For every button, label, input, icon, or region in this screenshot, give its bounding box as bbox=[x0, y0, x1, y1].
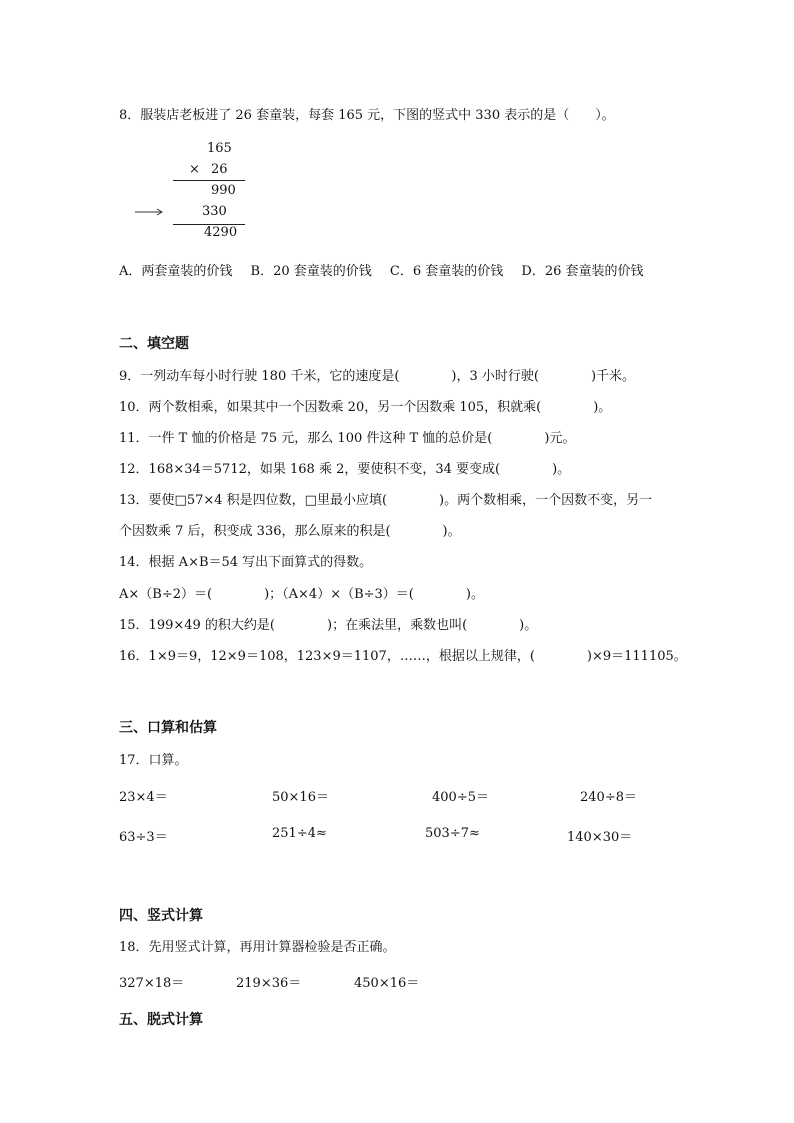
oral-calc-6: 251÷4≈ bbox=[272, 826, 327, 841]
oral-calc-8: 140×30＝ bbox=[567, 830, 633, 845]
section-4-title: 四、竖式计算 bbox=[119, 908, 203, 924]
question-14-expr: A×（B÷2）＝( )；（A×4）×（B÷3）＝( )。 bbox=[119, 587, 484, 602]
question-11: 11．一件 T 恤的价格是 75 元，那么 100 件这种 T 恤的总价是( )元。 bbox=[119, 431, 576, 446]
option-a[interactable]: A．两套童装的价钱 bbox=[119, 264, 233, 279]
question-14: 14．根据 A×B＝54 写出下面算式的得数。 bbox=[119, 555, 373, 570]
oral-calc-5: 63÷3＝ bbox=[119, 830, 168, 845]
oral-calc-7: 503÷7≈ bbox=[425, 826, 480, 841]
section-3-title: 三、口算和估算 bbox=[119, 720, 217, 736]
question-12: 12．168×34＝5712，如果 168 乘 2，要使积不变，34 要变成( )。 bbox=[119, 462, 571, 477]
multiplier: 26 bbox=[211, 162, 228, 177]
vertical-calc-1: 327×18＝ bbox=[119, 976, 185, 991]
section-5-title: 五、脱式计算 bbox=[119, 1012, 203, 1028]
question-8-options bbox=[119, 260, 658, 279]
multiplicand: 165 bbox=[207, 141, 232, 156]
section-2-title: 二、填空题 bbox=[119, 336, 189, 352]
option-b[interactable]: B．20 套童装的价钱 bbox=[250, 264, 372, 279]
oral-calc-1: 23×4＝ bbox=[119, 790, 168, 805]
question-18: 18．先用竖式计算，再用计算器检验是否正确。 bbox=[119, 940, 396, 955]
oral-calc-3: 400÷5＝ bbox=[432, 790, 489, 805]
question-13-line-1: 13．要使□57×4 积是四位数，□里最小应填( )。两个数相乘，一个因数不变，另一 bbox=[119, 493, 653, 508]
final-product: 4290 bbox=[204, 225, 238, 240]
question-17: 17．口算。 bbox=[119, 753, 188, 768]
question-10: 10．两个数相乘，如果其中一个因数乘 20，另一个因数乘 105，积就乘( )。 bbox=[119, 400, 612, 415]
arrow-icon bbox=[135, 208, 165, 216]
question-15: 15．199×49 的积大约是( )；在乘法里，乘数也叫( )。 bbox=[119, 618, 538, 633]
partial-product-2: 330 bbox=[202, 204, 227, 219]
question-13-line-2: 个因数乘 7 后，积变成 336，那么原来的积是( )。 bbox=[119, 524, 461, 539]
divider-line-1 bbox=[173, 180, 245, 181]
question-9: 9．一列动车每小时行驶 180 千米，它的速度是( )，3 小时行驶( )千米。 bbox=[119, 369, 636, 384]
vertical-calc-2: 219×36＝ bbox=[236, 976, 302, 991]
question-8-text: 8．服装店老板进了 26 套童装，每套 165 元，下图的竖式中 330 表示的是（ ）。 bbox=[119, 108, 615, 123]
multiply-sign: × bbox=[189, 162, 200, 177]
oral-calc-4: 240÷8＝ bbox=[580, 790, 637, 805]
partial-product-1: 990 bbox=[211, 183, 236, 198]
option-c[interactable]: C．6 套童装的价钱 bbox=[389, 264, 504, 279]
question-16: 16．1×9＝9，12×9＝108，123×9＝1107，……，根据以上规律，( )×9＝111105。 bbox=[119, 649, 687, 664]
oral-calc-2: 50×16＝ bbox=[272, 790, 329, 805]
vertical-calc-3: 450×16＝ bbox=[354, 976, 420, 991]
option-d[interactable]: D．26 套童装的价钱 bbox=[521, 264, 644, 279]
